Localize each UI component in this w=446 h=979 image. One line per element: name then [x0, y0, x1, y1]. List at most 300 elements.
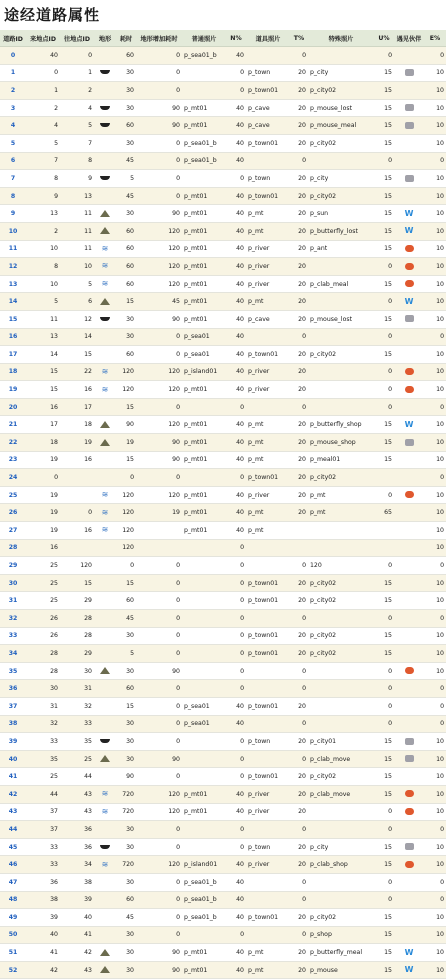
table-cell: 40 [226, 47, 246, 65]
table-cell: 15 [374, 170, 394, 188]
table-cell: 5 [26, 134, 60, 152]
table-cell: 15 [374, 909, 394, 927]
table-row[interactable] [0, 680, 446, 698]
table-cell [394, 944, 424, 962]
table-cell: 10 [424, 134, 446, 152]
table-cell: 60 [116, 275, 136, 293]
table-row[interactable] [0, 715, 446, 733]
table-row[interactable] [0, 768, 446, 786]
table-row[interactable] [0, 909, 446, 927]
table-cell: p_city02 [308, 909, 374, 927]
table-cell: p_town01 [246, 134, 290, 152]
table-cell: 10 [424, 293, 446, 311]
table-cell [246, 662, 290, 680]
table-cell: 1 [26, 82, 60, 100]
column-header[interactable]: 地形增加耗时 [136, 30, 182, 47]
table-cell: 10 [424, 416, 446, 434]
table-row[interactable] [0, 240, 446, 258]
table-cell [182, 926, 226, 944]
table-row[interactable] [0, 785, 446, 803]
table-row[interactable] [0, 328, 446, 346]
table-cell [94, 416, 116, 434]
table-row[interactable] [0, 539, 446, 557]
table-cell: p_mt [246, 961, 290, 979]
table-cell: 2 [26, 222, 60, 240]
column-header[interactable]: E% [424, 30, 446, 47]
table-cell: 40 [0, 750, 26, 768]
table-cell: 10 [60, 258, 94, 276]
bird-partner-icon: W [404, 419, 414, 429]
table-cell: 0 [226, 926, 246, 944]
table-cell: 15 [374, 205, 394, 223]
table-row[interactable] [0, 152, 446, 170]
table-row[interactable] [0, 170, 446, 188]
table-cell: 50 [0, 926, 26, 944]
table-cell: 10 [424, 574, 446, 592]
table-cell: 0 [116, 557, 136, 575]
table-cell: 15 [374, 310, 394, 328]
table-cell [182, 610, 226, 628]
table-cell: 11 [60, 222, 94, 240]
table-row[interactable] [0, 944, 446, 962]
table-cell: 4 [26, 117, 60, 135]
table-row[interactable] [0, 205, 446, 223]
table-cell: 10 [0, 222, 26, 240]
table-cell: 37 [26, 803, 60, 821]
table-row[interactable] [0, 363, 446, 381]
table-cell [394, 416, 424, 434]
table-cell [394, 152, 424, 170]
table-cell: p_town [246, 170, 290, 188]
table-cell [246, 398, 290, 416]
table-cell [94, 152, 116, 170]
table-row[interactable] [0, 592, 446, 610]
column-header[interactable]: 往地点ID [60, 30, 94, 47]
column-header[interactable]: 地形 [94, 30, 116, 47]
table-cell: 15 [374, 416, 394, 434]
table-cell: 35 [60, 733, 94, 751]
table-row[interactable] [0, 187, 446, 205]
column-header[interactable]: 遇见伙伴 [394, 30, 424, 47]
table-cell [308, 873, 374, 891]
table-cell: 40 [226, 222, 246, 240]
table-cell [394, 662, 424, 680]
boat-icon [100, 845, 110, 849]
table-row[interactable] [0, 522, 446, 540]
table-cell: 30 [116, 328, 136, 346]
column-header[interactable]: U% [374, 30, 394, 47]
table-cell [94, 469, 116, 487]
table-cell: 10 [424, 662, 446, 680]
table-cell: 37 [0, 697, 26, 715]
table-cell: 20 [290, 645, 308, 663]
table-cell [94, 926, 116, 944]
table-row[interactable] [0, 398, 446, 416]
table-cell: 40 [226, 152, 246, 170]
table-cell [182, 574, 226, 592]
table-cell: 40 [226, 346, 246, 364]
table-cell: 90 [116, 416, 136, 434]
table-cell: 40 [226, 258, 246, 276]
table-cell: 120 [136, 416, 182, 434]
table-cell: 10 [424, 539, 446, 557]
table-cell: 120 [308, 557, 374, 575]
column-header[interactable]: 道具照片 [246, 30, 290, 47]
table-cell [308, 328, 374, 346]
table-cell: p_butterfly_lost [308, 222, 374, 240]
table-cell: 0 [226, 680, 246, 698]
table-row[interactable] [0, 873, 446, 891]
table-row[interactable] [0, 486, 446, 504]
table-cell [182, 82, 226, 100]
table-cell: 45 [136, 293, 182, 311]
table-cell: 0 [290, 610, 308, 628]
table-row[interactable] [0, 222, 446, 240]
table-row[interactable] [0, 64, 446, 82]
table-cell: 36 [60, 838, 94, 856]
table-cell: 10 [424, 99, 446, 117]
table-row[interactable] [0, 961, 446, 979]
table-cell: 30 [116, 750, 136, 768]
table-cell: 0 [374, 680, 394, 698]
table-cell: 25 [0, 486, 26, 504]
table-cell [394, 240, 424, 258]
table-cell: 90 [136, 750, 182, 768]
table-cell: 13 [60, 187, 94, 205]
table-cell: 0 [226, 539, 246, 557]
table-row[interactable] [0, 434, 446, 452]
table-cell: 90 [136, 451, 182, 469]
table-cell: 40 [226, 944, 246, 962]
table-cell: 30 [116, 662, 136, 680]
table-cell [394, 803, 424, 821]
column-header[interactable]: 耗时 [116, 30, 136, 47]
table-row[interactable] [0, 803, 446, 821]
table-cell: 90 [136, 662, 182, 680]
table-cell: 0 [424, 469, 446, 487]
crab-partner-icon [405, 861, 414, 868]
table-cell: 40 [226, 381, 246, 399]
table-cell: 43 [0, 803, 26, 821]
table-cell: p_sea01 [182, 328, 226, 346]
table-cell: p_town01 [246, 697, 290, 715]
table-cell: 10 [424, 381, 446, 399]
table-cell: 120 [116, 486, 136, 504]
table-cell: p_mt01 [182, 205, 226, 223]
table-row[interactable] [0, 662, 446, 680]
table-cell: 40 [226, 205, 246, 223]
table-cell: 0 [136, 610, 182, 628]
table-cell: 15 [374, 240, 394, 258]
river-icon: ≋ [101, 490, 109, 500]
table-cell: 90 [136, 944, 182, 962]
table-cell: p_sea01_b [182, 134, 226, 152]
table-cell: 40 [226, 99, 246, 117]
table-cell: 120 [136, 363, 182, 381]
table-cell [94, 715, 116, 733]
table-cell: p_mt01 [182, 240, 226, 258]
table-row[interactable] [0, 750, 446, 768]
table-cell: p_mt01 [182, 803, 226, 821]
table-cell: 0 [136, 891, 182, 909]
table-cell [308, 258, 374, 276]
table-cell [182, 170, 226, 188]
table-cell: 0 [424, 152, 446, 170]
table-cell: 16 [60, 522, 94, 540]
table-cell: p_mt01 [182, 416, 226, 434]
table-cell: p_mt01 [182, 293, 226, 311]
column-header[interactable]: N% [226, 30, 246, 47]
table-row[interactable] [0, 346, 446, 364]
table-cell: 0 [226, 627, 246, 645]
table-cell: 0 [226, 82, 246, 100]
river-icon: ≋ [101, 366, 109, 376]
table-cell: p_mt01 [182, 961, 226, 979]
table-cell [394, 926, 424, 944]
table-row[interactable] [0, 381, 446, 399]
table-cell [394, 310, 424, 328]
table-cell: 8 [60, 152, 94, 170]
table-cell: 20 [290, 909, 308, 927]
table-cell [94, 539, 116, 557]
table-cell: 37 [26, 821, 60, 839]
table-cell: 45 [116, 152, 136, 170]
table-cell: 120 [136, 803, 182, 821]
table-cell: 0 [116, 469, 136, 487]
table-row[interactable] [0, 504, 446, 522]
table-cell: p_city01 [308, 733, 374, 751]
table-row[interactable] [0, 451, 446, 469]
table-cell [394, 99, 424, 117]
table-row[interactable] [0, 293, 446, 311]
table-cell: 40 [226, 310, 246, 328]
table-cell: p_mt [308, 504, 374, 522]
table-row[interactable] [0, 557, 446, 575]
table-cell: 40 [226, 363, 246, 381]
table-cell: 30 [116, 134, 136, 152]
table-cell: 28 [60, 610, 94, 628]
column-header[interactable]: 普通照片 [182, 30, 226, 47]
table-cell [246, 610, 290, 628]
table-cell: p_mt01 [182, 451, 226, 469]
table-cell: 40 [226, 697, 246, 715]
table-cell: 0 [290, 398, 308, 416]
table-cell [394, 645, 424, 663]
table-row[interactable] [0, 838, 446, 856]
table-cell: 120 [136, 381, 182, 399]
table-row[interactable] [0, 856, 446, 874]
table-cell [394, 785, 424, 803]
table-cell [394, 117, 424, 135]
table-cell [246, 750, 290, 768]
table-cell: 31 [60, 680, 94, 698]
table-cell: 39 [60, 891, 94, 909]
table-cell: 0 [136, 47, 182, 65]
table-cell: 20 [290, 768, 308, 786]
table-cell: 20 [290, 733, 308, 751]
table-cell: 0 [136, 170, 182, 188]
boat-icon [100, 739, 110, 743]
table-cell [94, 346, 116, 364]
table-cell: 42 [0, 785, 26, 803]
page-title: 途经道路属性 [4, 6, 101, 24]
table-cell: p_mt01 [182, 187, 226, 205]
table-cell: p_mt [246, 434, 290, 452]
table-cell: 0 [290, 328, 308, 346]
table-cell: 10 [424, 240, 446, 258]
table-cell: 0 [136, 134, 182, 152]
table-cell: 15 [374, 944, 394, 962]
table-cell: p_cave [246, 117, 290, 135]
table-cell: 40 [226, 134, 246, 152]
table-row[interactable] [0, 258, 446, 276]
table-cell [246, 47, 290, 65]
table-cell: p_town01 [246, 627, 290, 645]
table-cell [136, 539, 182, 557]
table-cell: p_mt01 [182, 381, 226, 399]
table-cell: 11 [26, 310, 60, 328]
table-cell: 30 [116, 310, 136, 328]
table-cell: p_mt [246, 451, 290, 469]
table-cell: 19 [26, 522, 60, 540]
table-cell: 0 [136, 645, 182, 663]
table-cell [308, 610, 374, 628]
table-cell: 40 [226, 891, 246, 909]
table-cell: 15 [374, 222, 394, 240]
table-cell [394, 434, 424, 452]
table-row[interactable] [0, 134, 446, 152]
table-cell: 46 [0, 856, 26, 874]
table-cell: p_town [246, 733, 290, 751]
table-cell: 10 [424, 170, 446, 188]
table-cell [94, 205, 116, 223]
table-cell: p_town [246, 838, 290, 856]
table-cell: 20 [290, 574, 308, 592]
table-cell: p_mt [246, 522, 290, 540]
table-cell: 0 [136, 328, 182, 346]
table-cell: p_island01 [182, 363, 226, 381]
column-header[interactable]: T% [290, 30, 308, 47]
table-cell: 720 [116, 856, 136, 874]
table-row[interactable] [0, 117, 446, 135]
table-cell: 0 [136, 680, 182, 698]
table-cell [308, 381, 374, 399]
table-cell: 40 [226, 785, 246, 803]
table-cell [94, 856, 116, 874]
column-header[interactable]: 来地点ID [26, 30, 60, 47]
table-cell: 10 [424, 82, 446, 100]
table-cell: 120 [116, 504, 136, 522]
table-cell [308, 293, 374, 311]
table-cell: 12 [60, 310, 94, 328]
table-cell: p_sea01_b [182, 47, 226, 65]
table-cell: 20 [290, 785, 308, 803]
table-cell [94, 909, 116, 927]
table-cell [394, 398, 424, 416]
table-row[interactable] [0, 627, 446, 645]
table-cell: 0 [424, 697, 446, 715]
table-cell: 38 [0, 715, 26, 733]
table-row[interactable] [0, 574, 446, 592]
table-cell: 28 [26, 662, 60, 680]
table-cell [94, 733, 116, 751]
table-cell: 20 [290, 856, 308, 874]
table-cell: 8 [0, 187, 26, 205]
table-cell: 10 [424, 768, 446, 786]
table-cell: 15 [116, 451, 136, 469]
table-cell: 30 [116, 82, 136, 100]
column-header[interactable]: 道路ID [0, 30, 26, 47]
wolf-partner-icon [405, 439, 414, 446]
table-cell [182, 398, 226, 416]
table-row[interactable] [0, 416, 446, 434]
table-cell: 10 [424, 645, 446, 663]
table-cell: 15 [116, 293, 136, 311]
table-cell: p_sea01_b [182, 873, 226, 891]
table-cell: 34 [60, 856, 94, 874]
table-cell: p_river [246, 240, 290, 258]
table-cell [394, 557, 424, 575]
table-cell: 15 [374, 346, 394, 364]
table-cell [394, 47, 424, 65]
table-cell: 60 [116, 891, 136, 909]
boat-icon [100, 70, 110, 74]
table-cell: p_river [246, 856, 290, 874]
table-row[interactable] [0, 99, 446, 117]
table-cell: p_clab_shop [308, 856, 374, 874]
table-cell: 15 [374, 187, 394, 205]
table-cell: p_mt01 [182, 222, 226, 240]
table-cell: 39 [26, 909, 60, 927]
table-row[interactable] [0, 82, 446, 100]
table-cell [394, 504, 424, 522]
table-cell: 5 [60, 275, 94, 293]
table-cell: p_mt01 [182, 117, 226, 135]
table-cell: 7 [60, 134, 94, 152]
table-cell: 38 [60, 873, 94, 891]
table-cell: 0 [226, 645, 246, 663]
table-cell: 40 [226, 117, 246, 135]
table-cell: 36 [60, 821, 94, 839]
table-cell: 22 [0, 434, 26, 452]
table-row[interactable] [0, 645, 446, 663]
table-cell: p_mt01 [182, 504, 226, 522]
table-cell [94, 328, 116, 346]
table-cell: 0 [136, 469, 182, 487]
table-cell: 0 [136, 697, 182, 715]
table-row[interactable] [0, 891, 446, 909]
table-cell: p_mt [246, 205, 290, 223]
table-cell [182, 662, 226, 680]
table-cell: 27 [0, 522, 26, 540]
table-cell: 0 [374, 610, 394, 628]
table-cell: 60 [116, 117, 136, 135]
table-cell: 14 [26, 346, 60, 364]
table-row[interactable] [0, 697, 446, 715]
table-cell: 0 [424, 680, 446, 698]
table-cell [94, 873, 116, 891]
table-row[interactable] [0, 821, 446, 839]
table-row[interactable] [0, 47, 446, 65]
table-row[interactable] [0, 733, 446, 751]
table-row[interactable] [0, 926, 446, 944]
table-row[interactable] [0, 275, 446, 293]
column-header[interactable]: 特殊照片 [308, 30, 374, 47]
table-cell: 60 [116, 222, 136, 240]
table-row[interactable] [0, 310, 446, 328]
table-row[interactable] [0, 469, 446, 487]
table-row[interactable] [0, 610, 446, 628]
